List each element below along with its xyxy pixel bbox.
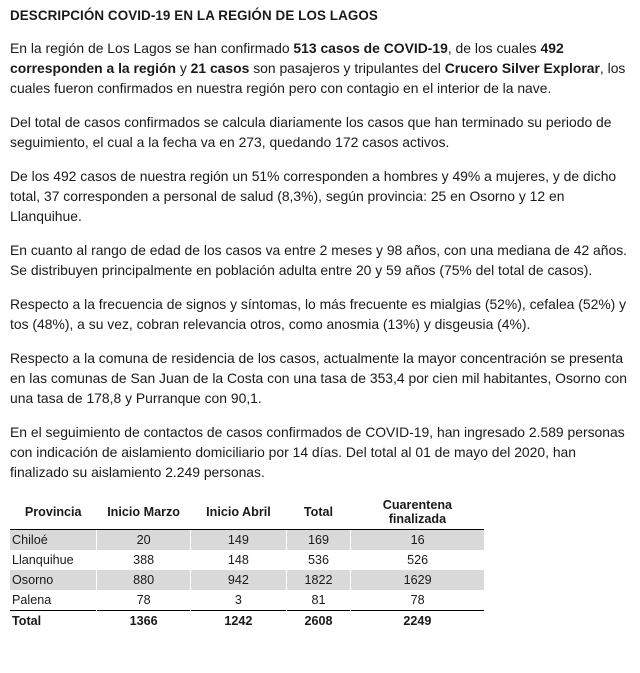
cell-inicio-abril: 148 [191,550,286,570]
cell-provincia: Palena [12,593,52,607]
cell-provincia: Chiloé [10,530,96,551]
cell-provincia: Osorno [10,570,96,590]
p1-text-4: son pasajeros y tripulantes del [249,60,445,76]
header-cuarentena-finalizada: Cuarentena finalizada [351,496,484,530]
total-label: Total [10,611,96,631]
cell-total: 1822 [286,570,351,590]
cell-total: 536 [286,550,351,570]
cases-by-province-table [10,496,484,630]
paragraph-symptoms: Respecto a la frecuencia de signos y síntomas, lo más frecuente es mialgias (52%), cefalea (52%) y tos (48%), a su vez, cobran relevancia otros, como anosmia (13%) y disgeusia (4%). [10,296,627,332]
p1-bold-total-cases: 513 casos de COVID-19 [293,40,448,56]
paragraph-cases-summary [10,38,632,98]
paragraph-follow-up: Del total de casos confirmados se calcula diariamente los casos que han terminado su periodo de seguimiento, el cual a la fecha va en 273, quedando 172 casos activos. [10,114,612,150]
p1-bold-cruise-cases: 21 casos [190,60,250,76]
table-row [10,590,484,611]
total-inicio-marzo: 1366 [96,611,190,631]
paragraph-demographics: De los 492 casos de nuestra región un 51% corresponden a hombres y 49% a mujeres, y de dicho total, 37 corresponden a personal de salud (8,3%), según provincia: 25 en Osorno y 12 en Llanquihue. [10,168,617,224]
cell-total: 169 [286,530,351,551]
cell-provincia: Llanquihue [12,553,74,567]
document [10,8,632,630]
header-total: Total [286,496,351,530]
cell-inicio-abril: 942 [191,570,286,590]
cell-inicio-marzo: 388 [96,550,190,570]
table-row [10,530,484,551]
document-title: DESCRIPCIÓN COVID-19 EN LA REGIÓN DE LOS LAGOS [10,8,378,23]
p1-text-2: , de los cuales [447,40,541,56]
cell-cuarentena: 16 [351,530,484,551]
table-row [10,570,484,590]
table-row [10,550,484,570]
cell-inicio-abril: 149 [191,530,286,551]
cell-cuarentena: 526 [351,550,484,570]
total-inicio-abril: 1242 [191,611,286,631]
p1-text-1: En la región de Los Lagos se han confirmado [10,40,294,56]
table-header-row [10,496,484,530]
paragraph-contacts: En el seguimiento de contactos de casos confirmados de COVID-19, han ingresado 2.589 personas con indicación de aislamiento domiciliario por 14 días. Del total al 01 de mayo del 2020, han finalizado su aislamiento 2.249 personas. [10,424,625,480]
p1-bold-cruise-name: Crucero Silver Explorar [444,60,600,76]
cell-cuarentena: 78 [351,590,484,611]
paragraph-communes: Respecto a la comuna de residencia de los casos, actualmente la mayor concentración se presenta en las comunas de San Juan de la Costa con una tasa de 353,4 por cien mil habitantes, Osorno con una tasa de 178,8 y Purranque con 90,1. [10,350,627,406]
cell-cuarentena: 1629 [351,570,484,590]
cell-inicio-abril: 3 [191,590,286,611]
total-cuarentena: 2249 [351,611,484,631]
table-total-row [10,611,484,631]
paragraph-age-range: En cuanto al rango de edad de los casos va entre 2 meses y 98 años, con una mediana de 42 años. Se distribuyen principalmente en población adulta entre 20 y 59 años (75% del total de casos). [10,242,628,278]
cell-inicio-marzo: 880 [96,570,190,590]
header-provincia: Provincia [10,496,96,530]
cell-inicio-marzo: 20 [96,530,190,551]
p1-bold-region-cases: 492 corresponden a la región [10,40,564,76]
cell-inicio-marzo: 78 [96,590,190,611]
p1-text-5: , los cuales fueron confirmados en nuestra región pero con contagio en el interior de la nave. [10,60,626,96]
p1-text-3: y [175,60,191,76]
total-total: 2608 [286,611,351,631]
header-inicio-marzo: Inicio Marzo [96,496,190,530]
cell-total: 81 [286,590,351,611]
header-inicio-abril: Inicio Abril [191,496,286,530]
